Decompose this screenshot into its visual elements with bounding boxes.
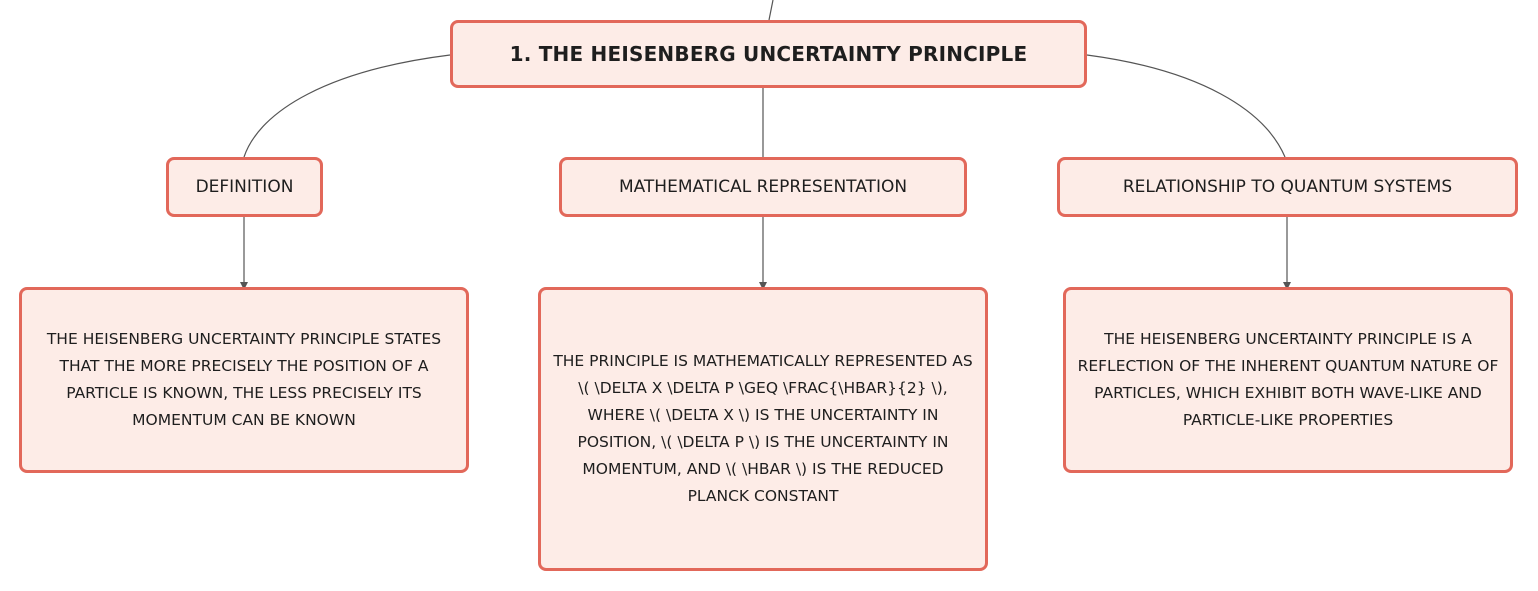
root-node[interactable]: [450, 20, 1087, 88]
branch-node-definition-label: DEFINITION: [195, 177, 294, 197]
branch-node-relation-label: RELATIONSHIP TO QUANTUM SYSTEMS: [1122, 177, 1453, 197]
branch-node-definition[interactable]: [166, 157, 323, 217]
branch-node-relationship-to-quantum-systems[interactable]: [1057, 157, 1518, 217]
detail-node-relationship-to-quantum-systems[interactable]: [1063, 287, 1513, 473]
detail-node-mathematical-representation[interactable]: [538, 287, 988, 571]
connector-parent-to-root: [769, 0, 773, 20]
detail-node-math-text: THE PRINCIPLE IS MATHEMATICALLY REPRESENTED AS \( \DELTA X \DELTA P \GEQ \FRAC{\HBAR}{2} \), WHERE \( \DELTA X \) IS THE UNCERTAINTY IN POSITION, \( \DELTA P \) IS THE UNCERTAINTY IN MOMENTUM, AND \( \HBAR \) IS THE REDUCED PLANCK CONSTANT: [553, 352, 973, 505]
detail-node-relation-text: THE HEISENBERG UNCERTAINTY PRINCIPLE IS A REFLECTION OF THE INHERENT QUANTUM NATURE OF PARTICLES, WHICH EXHIBIT BOTH WAVE-LIKE AND PARTICLE-LIKE PROPERTIES: [1077, 330, 1499, 429]
detail-node-definition[interactable]: [19, 287, 469, 473]
detail-node-definition-text: THE HEISENBERG UNCERTAINTY PRINCIPLE STATES THAT THE MORE PRECISELY THE POSITION OF A PARTICLE IS KNOWN, THE LESS PRECISELY ITS MOMENTUM CAN BE KNOWN: [46, 330, 442, 429]
connector-root-to-relation: [1087, 55, 1285, 157]
branch-node-mathematical-representation[interactable]: [559, 157, 967, 217]
root-node-label: 1. THE HEISENBERG UNCERTAINTY PRINCIPLE: [509, 42, 1028, 66]
branch-node-math-label: MATHEMATICAL REPRESENTATION: [618, 177, 908, 197]
connector-root-to-definition: [244, 55, 450, 157]
